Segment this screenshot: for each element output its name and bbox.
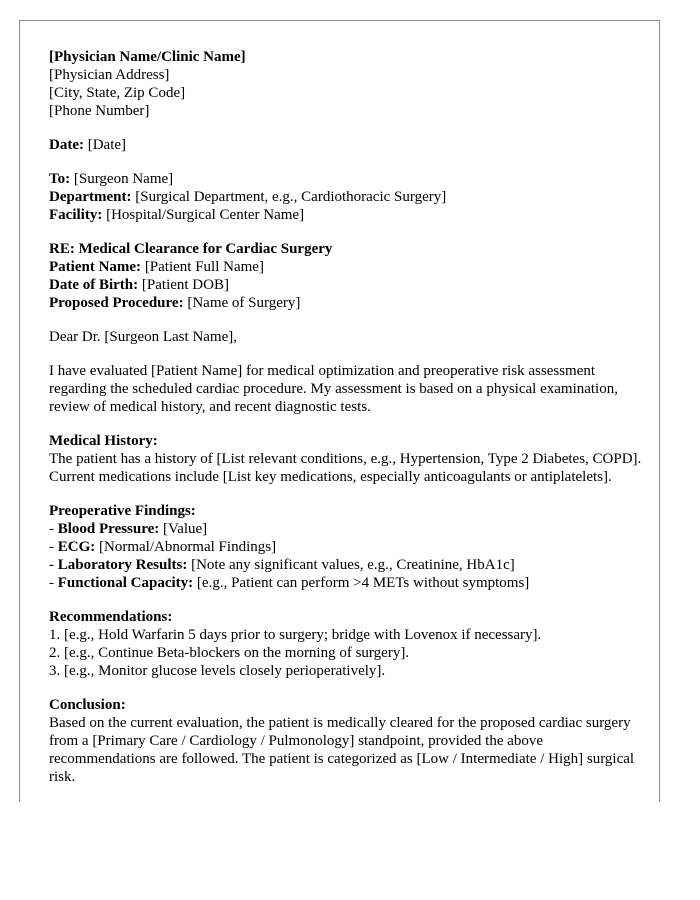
conclusion-heading: Conclusion: (49, 697, 126, 713)
letter-body (49, 48, 645, 802)
intro-paragraph: I have evaluated [Patient Name] for medical optimization and preoperative risk assessment regarding the scheduled cardiac procedure. My assessment is based on a physical examination, review of medical history, and recent diagnostic tests. (49, 363, 618, 415)
facility-value: [Hospital/Surgical Center Name] (106, 207, 305, 223)
findings-heading: Preoperative Findings: (49, 503, 196, 519)
finding-item: - Blood Pressure: [Value] (49, 521, 208, 537)
recommendations-section (49, 608, 645, 680)
conclusion-section (49, 696, 645, 786)
recipient-block (49, 170, 645, 224)
medical-history-text: The patient has a history of [List relevant conditions, e.g., Hypertension, Type 2 Diabetes, COPD]. Current medications include [List key medications, especially anticoagulants or antiplatelets]. (49, 451, 642, 485)
salutation: Dear Dr. [Surgeon Last Name], (49, 329, 237, 345)
recommendations-heading: Recommendations: (49, 609, 173, 625)
dob-value: [Patient DOB] (141, 277, 229, 293)
department-value: [Surgical Department, e.g., Cardiothoracic Surgery] (135, 189, 447, 205)
patient-name-value: [Patient Full Name] (144, 259, 264, 275)
re-subject: RE: Medical Clearance for Cardiac Surgery (49, 241, 333, 257)
finding-item: - ECG: [Normal/Abnormal Findings] (49, 539, 277, 555)
physician-address: [Physician Address] (49, 67, 170, 83)
date-line (49, 136, 645, 154)
dob-label: Date of Birth: (49, 277, 139, 293)
re-block (49, 240, 645, 312)
to-label: To: (49, 171, 71, 187)
medical-history-section (49, 432, 645, 486)
finding-item: - Laboratory Results: [Note any significant values, e.g., Creatinine, HbA1c] (49, 557, 515, 573)
procedure-label: Proposed Procedure: (49, 295, 184, 311)
findings-section (49, 502, 645, 592)
facility-label: Facility: (49, 207, 103, 223)
patient-name-label: Patient Name: (49, 259, 142, 275)
to-value: [Surgeon Name] (73, 171, 174, 187)
medical-history-heading: Medical History: (49, 433, 158, 449)
physician-name: [Physician Name/Clinic Name] (49, 49, 246, 65)
procedure-value: [Name of Surgery] (187, 295, 301, 311)
finding-item: - Functional Capacity: [e.g., Patient can perform >4 METs without symptoms] (49, 575, 530, 591)
department-label: Department: (49, 189, 132, 205)
conclusion-text: Based on the current evaluation, the patient is medically cleared for the proposed cardiac surgery from a [Primary Care / Cardiology / Pulmonology] standpoint, provided the above recommendations are followed. The patient is categorized as [Low / Intermediate / High] surgical risk. (49, 715, 635, 785)
date-value: [Date] (87, 137, 127, 153)
recommendation-item: 3. [e.g., Monitor glucose levels closely perioperatively]. (49, 663, 386, 679)
recommendation-item: 1. [e.g., Hold Warfarin 5 days prior to surgery; bridge with Lovenox if necessary]. (49, 627, 542, 643)
city-state-zip: [City, State, Zip Code] (49, 85, 186, 101)
letter-page (19, 20, 660, 802)
phone-number: [Phone Number] (49, 103, 150, 119)
recommendation-item: 2. [e.g., Continue Beta-blockers on the morning of surgery]. (49, 645, 410, 661)
sender-block (49, 48, 645, 120)
date-label: Date: (49, 137, 84, 153)
